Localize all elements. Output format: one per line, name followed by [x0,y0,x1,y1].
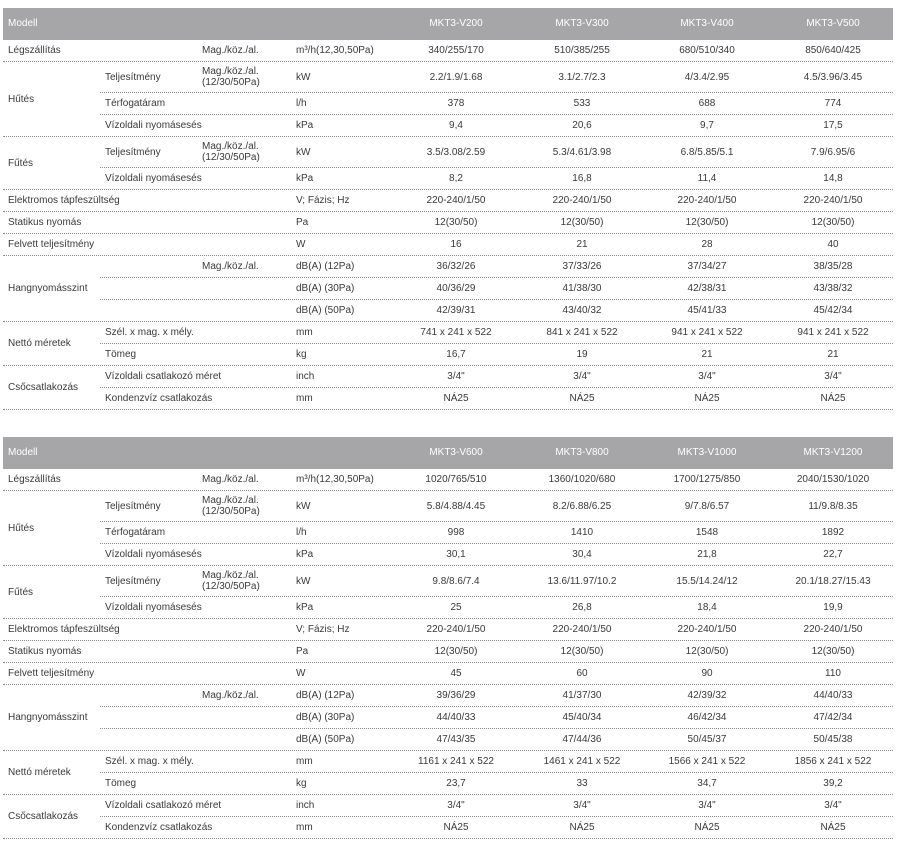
row-value: 47/43/35 [436,734,476,745]
row-value: 4/3.4/2.95 [684,72,730,83]
row-value: 33 [576,778,588,789]
table-row [3,751,893,778]
row-value: 47/42/34 [813,712,853,723]
row-unit: mm [296,327,313,338]
row-sub-label: Vízoldali nyomásesés [105,120,202,131]
row-group-label: Hűtés [8,523,35,534]
row-value: 12(30/50) [811,217,855,228]
row-value: 14,8 [823,173,843,184]
row-value: 39,2 [823,778,843,789]
table-row [3,795,893,822]
row-unit: dB(A) (12Pa) [296,261,355,272]
row-sub-label: Tömeg [105,778,137,789]
row-value: 20.1/18.27/15.43 [795,576,871,587]
row-unit: kPa [296,173,314,184]
row-unit: kPa [296,549,314,560]
row-unit: dB(A) (50Pa) [296,305,355,316]
row-value: 1892 [821,527,845,538]
row-sub-label: Teljesítmény [105,147,161,158]
row-value: 12(30/50) [434,646,478,657]
row-unit: dB(A) (50Pa) [296,734,355,745]
row-value: 36/32/26 [436,261,476,272]
row-group-label: Statikus nyomás [8,646,82,657]
header-model-label: Modell [8,447,38,458]
row-sub-label: Teljesítmény [105,72,161,83]
row-value: 850/640/425 [805,45,861,56]
table-row [3,817,893,839]
row-value: 30,4 [572,549,592,560]
row-value: 19 [576,349,588,360]
row-value: 1856 x 241 x 522 [794,756,872,767]
row-value: 9,4 [449,120,463,131]
row-value: 941 x 241 x 522 [797,327,869,338]
row-value: 340/255/170 [428,45,484,56]
row-value: 21 [576,239,588,250]
row-value: 46/42/34 [687,712,727,723]
table-row [3,707,893,729]
table-row [3,93,893,115]
row-value: 8.2/6.88/6.25 [552,501,612,512]
row-value: 12(30/50) [811,646,855,657]
row-value: NÁ25 [569,393,595,404]
row-value: 20,6 [572,120,592,131]
table-row [3,773,893,795]
row-value: 12(30/50) [560,217,604,228]
row-condition: Mag./köz./al. [202,474,259,485]
row-value: 42/38/31 [687,283,727,294]
row-value: 3/4" [824,800,842,811]
row-value: 12(30/50) [560,646,604,657]
row-value: 3/4" [824,371,842,382]
row-value: 22,7 [823,549,843,560]
row-sub-label: Vízoldali csatlakozó méret [105,800,222,811]
row-value: 3/4" [698,371,716,382]
row-value: 680/510/340 [679,45,735,56]
row-unit: kPa [296,120,314,131]
table-row [3,619,893,641]
row-value: 2040/1530/1020 [796,474,870,485]
table-row [3,522,893,544]
header-model-name: MKT3-V600 [429,447,483,458]
row-value: 1161 x 241 x 522 [418,756,494,767]
row-value: 12(30/50) [685,646,729,657]
row-group-label: Légszállítás [8,45,61,56]
table-row [3,62,893,93]
row-value: NÁ25 [443,822,469,833]
row-group-label: Fűtés [8,587,34,598]
row-value: 7.9/6.95/6 [810,147,856,158]
row-value: 3.5/3.08/2.59 [426,147,486,158]
row-sub-label: Szél. x mag. x mély. [105,327,194,338]
table-row [3,40,893,62]
row-value: 50/45/37 [687,734,727,745]
row-value: 220-240/1/50 [552,624,612,635]
row-value: 1410 [570,527,594,538]
row-condition: Mag./köz./al. (12/30/50Pa) [202,66,260,88]
row-value: 378 [447,98,465,109]
row-value: 2.2/1.9/1.68 [429,72,483,83]
row-unit: Pa [296,646,309,657]
spec-table [3,437,893,849]
row-unit: V; Fázis; Hz [296,195,350,206]
row-unit: kPa [296,602,314,613]
row-sub-label: Teljesítmény [105,501,161,512]
row-value: 12(30/50) [685,217,729,228]
row-value: 1566 x 241 x 522 [668,756,746,767]
row-sub-label: Tömeg [105,349,137,360]
row-value: 110 [825,668,841,679]
row-value: 13.6/11.97/10.2 [547,576,617,587]
row-value: 3/4" [447,371,465,382]
row-unit: dB(A) (12Pa) [296,690,355,701]
row-sub-label: Vízoldali nyomásesés [105,173,202,184]
table-row [3,115,893,137]
row-value: NÁ25 [820,822,846,833]
row-unit: inch [296,800,315,811]
row-condition: Mag./köz./al. (12/30/50Pa) [202,495,260,517]
row-value: 1548 [695,527,719,538]
spec-table [3,8,893,420]
row-value: 45/42/34 [813,305,853,316]
header-model-label: Modell [8,18,38,29]
row-value: 741 x 241 x 522 [420,327,492,338]
table-row [3,729,893,751]
table-row [3,388,893,410]
row-value: 1020/765/510 [425,474,487,485]
row-value: 39/36/29 [436,690,476,701]
row-value: 30,1 [446,549,466,560]
row-value: 60 [576,668,588,679]
row-value: 28 [701,239,713,250]
row-value: 3/4" [573,800,591,811]
row-value: 3/4" [447,800,465,811]
row-value: 220-240/1/50 [803,624,863,635]
table-row [3,212,893,234]
row-value: 9,7 [700,120,714,131]
row-value: 220-240/1/50 [677,195,737,206]
header-model-name: MKT3-V300 [555,18,609,29]
row-sub-label: Szél. x mag. x mély. [105,756,194,767]
header-model-name: MKT3-V1000 [677,447,737,458]
header-model-name: MKT3-V800 [555,447,609,458]
row-unit: kg [296,778,307,789]
row-sub-label: Teljesítmény [105,576,161,587]
row-value: 220-240/1/50 [552,195,612,206]
table-row [3,234,893,256]
table-row [3,566,893,597]
row-group-label: Felvett teljesítmény [8,668,95,679]
row-unit: kW [296,72,311,83]
table-row [3,256,893,278]
row-group-label: Statikus nyomás [8,217,82,228]
row-value: 3/4" [698,800,716,811]
row-value: 1461 x 241 x 522 [543,756,621,767]
row-value: 220-240/1/50 [426,195,486,206]
row-value: 16,8 [572,173,592,184]
row-value: 688 [698,98,716,109]
row-value: 5.3/4.61/3.98 [552,147,612,158]
row-unit: dB(A) (30Pa) [296,283,355,294]
row-sub-label: Térfogatáram [105,98,166,109]
row-unit: kg [296,349,307,360]
row-value: 50/45/38 [813,734,853,745]
row-value: 941 x 241 x 522 [671,327,743,338]
table-row [3,278,893,300]
table-row [3,685,893,707]
row-sub-label: Kondenzvíz csatlakozás [105,822,213,833]
table-row [3,322,893,349]
row-value: 40/36/29 [436,283,476,294]
row-value: 26,8 [572,602,592,613]
row-value: 43/38/32 [813,283,853,294]
row-value: 774 [824,98,842,109]
row-value: 220-240/1/50 [677,624,737,635]
row-group-label: Felvett teljesítmény [8,239,95,250]
row-condition: Mag./köz./al. [202,45,259,56]
row-value: 45/40/34 [562,712,602,723]
row-value: 23,7 [446,778,466,789]
row-sub-label: Kondenzvíz csatlakozás [105,393,213,404]
header-model-name: MKT3-V500 [806,18,860,29]
header-model-name: MKT3-V200 [429,18,483,29]
row-unit: W [296,239,306,250]
table-row [3,190,893,212]
row-unit: m³/h(12,30,50Pa) [296,474,374,485]
row-value: 220-240/1/50 [803,195,863,206]
table-row [3,544,893,566]
row-value: 510/385/255 [554,45,610,56]
row-unit: m³/h(12,30,50Pa) [296,45,374,56]
row-group-label: Csőcsatlakozás [8,811,79,822]
row-group-label: Légszállítás [8,474,61,485]
table-row [3,469,893,491]
table-header [3,8,893,40]
row-value: 37/33/26 [562,261,602,272]
row-value: 841 x 241 x 522 [546,327,618,338]
row-unit: l/h [296,527,307,538]
row-condition: Mag./köz./al. [202,690,259,701]
row-value: 9/7.8/6.57 [684,501,730,512]
row-value: 19,9 [823,602,843,613]
row-unit: mm [296,756,313,767]
row-value: 44/40/33 [436,712,476,723]
row-value: 21 [827,349,839,360]
row-value: 8,2 [449,173,463,184]
header-model-name: MKT3-V400 [680,18,734,29]
row-group-label: Elektromos tápfeszültség [8,195,120,206]
row-unit: kW [296,147,311,158]
row-value: 45/41/33 [687,305,727,316]
row-sub-label: Vízoldali nyomásesés [105,549,202,560]
row-value: 220-240/1/50 [426,624,486,635]
table-row [3,300,893,322]
table-row [3,137,893,168]
row-value: 11,4 [697,173,717,184]
row-value: 17,5 [823,120,843,131]
row-value: 533 [573,98,591,109]
row-group-label: Csőcsatlakozás [8,382,79,393]
row-unit: V; Fázis; Hz [296,624,350,635]
table-row [3,366,893,393]
row-condition: Mag./köz./al. [202,261,259,272]
header-model-name: MKT3-V1200 [803,447,863,458]
row-unit: mm [296,393,313,404]
row-value: 43/40/32 [562,305,602,316]
row-value: 42/39/31 [436,305,476,316]
row-value: 3.1/2.7/2.3 [558,72,606,83]
table-row [3,641,893,663]
row-group-label: Elektromos tápfeszültség [8,624,120,635]
row-unit: kW [296,501,311,512]
row-value: 18,4 [697,602,717,613]
table-row [3,491,893,522]
row-value: NÁ25 [569,822,595,833]
row-value: 12(30/50) [434,217,478,228]
table-row [3,663,893,685]
row-value: 1700/1275/850 [673,474,741,485]
row-value: 5.8/4.88/4.45 [426,501,486,512]
table-header [3,437,893,469]
row-group-label: Hűtés [8,94,35,105]
row-sub-label: Vízoldali csatlakozó méret [105,371,222,382]
row-value: 90 [701,668,713,679]
row-value: 21 [701,349,713,360]
row-group-label: Nettó méretek [8,767,71,778]
row-value: 16 [450,239,462,250]
row-unit: kW [296,576,311,587]
row-value: 3/4" [573,371,591,382]
row-value: NÁ25 [694,822,720,833]
row-unit: inch [296,371,315,382]
row-group-label: Hangnyomásszint [8,283,88,294]
row-value: 21,8 [697,549,717,560]
row-value: 45 [450,668,462,679]
row-value: 41/38/30 [562,283,602,294]
row-value: 47/44/36 [562,734,602,745]
row-value: 998 [447,527,465,538]
row-value: NÁ25 [694,393,720,404]
table-row [3,344,893,366]
row-sub-label: Térfogatáram [105,527,166,538]
row-sub-label: Vízoldali nyomásesés [105,602,202,613]
table-row [3,597,893,619]
row-value: 11/9.8/8.35 [808,501,858,512]
row-group-label: Fűtés [8,158,34,169]
row-unit: Pa [296,217,309,228]
row-value: 1360/1020/680 [548,474,616,485]
row-condition: Mag./köz./al. (12/30/50Pa) [202,141,260,163]
table-row [3,168,893,190]
row-value: 41/37/30 [562,690,602,701]
row-unit: l/h [296,98,307,109]
row-value: 9.8/8.6/7.4 [432,576,480,587]
row-value: 42/39/32 [687,690,727,701]
row-value: 44/40/33 [813,690,853,701]
row-divider [3,409,893,410]
row-value: 34,7 [697,778,717,789]
row-unit: mm [296,822,313,833]
row-value: 40 [827,239,839,250]
row-value: 38/35/28 [813,261,853,272]
row-value: NÁ25 [820,393,846,404]
row-value: NÁ25 [443,393,469,404]
row-value: 16,7 [446,349,466,360]
row-condition: Mag./köz./al. (12/30/50Pa) [202,570,260,592]
row-unit: W [296,668,306,679]
row-value: 6.8/5.85/5.1 [680,147,734,158]
row-divider [3,838,893,839]
row-value: 25 [450,602,462,613]
row-group-label: Nettó méretek [8,338,71,349]
row-group-label: Hangnyomásszint [8,712,88,723]
row-value: 15.5/14.24/12 [676,576,738,587]
row-value: 37/34/27 [687,261,727,272]
row-value: 4.5/3.96/3.45 [803,72,863,83]
row-unit: dB(A) (30Pa) [296,712,355,723]
